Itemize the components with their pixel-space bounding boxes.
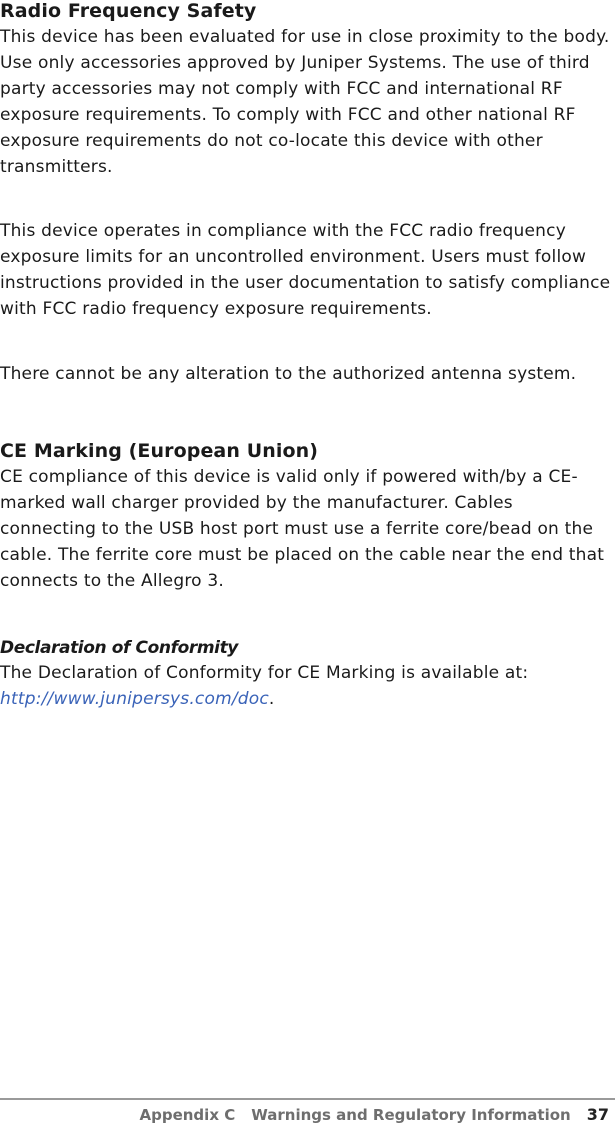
declaration-link[interactable]: http://www.junipersys.com/doc	[0, 689, 269, 709]
section-title-radio-frequency-safety: Radio Frequency Safety	[0, 0, 257, 22]
radio-safety-paragraph-3: There cannot be any alteration to the authorized antenna system.	[0, 364, 577, 384]
declaration-paragraph	[0, 660, 612, 712]
radio-safety-paragraph-2: This device operates in compliance with the FCC radio frequency exposure limits for an uncontrolled environment. Users must follow instructions provided in the user documentation to satisfy compliance with FCC radio frequency exposure requirements.	[0, 221, 611, 319]
declaration-period: .	[268, 689, 275, 709]
footer-appendix-label: Appendix C	[139, 1106, 236, 1124]
radio-safety-paragraph-1: This device has been evaluated for use in close proximity to the body. Use only accessories approved by Juniper Systems. The use of third party accessories may not comply with FCC and international RF exposure requirements. To comply with FCC and other national RF exposure requirements do not co-locate this device with other transmitters.	[0, 27, 610, 177]
section-title-ce-marking: CE Marking (European Union)	[0, 440, 319, 462]
footer-divider	[0, 1098, 615, 1100]
page-number: 37	[586, 1105, 609, 1124]
declaration-text: The Declaration of Conformity for CE Marking is available at:	[0, 663, 529, 683]
subsection-title-declaration-of-conformity: Declaration of Conformity	[0, 638, 238, 658]
ce-marking-paragraph: CE compliance of this device is valid only if powered with/by a CE-marked wall charger provided by the manufacturer. Cables connecting to the USB host port must use a ferrite core/bead on the cable. The ferrite core must be placed on the cable near the end that connects to the Allegro 3.	[0, 467, 605, 591]
footer-section-title: Warnings and Regulatory Information	[251, 1106, 571, 1124]
page-footer	[140, 1105, 610, 1125]
